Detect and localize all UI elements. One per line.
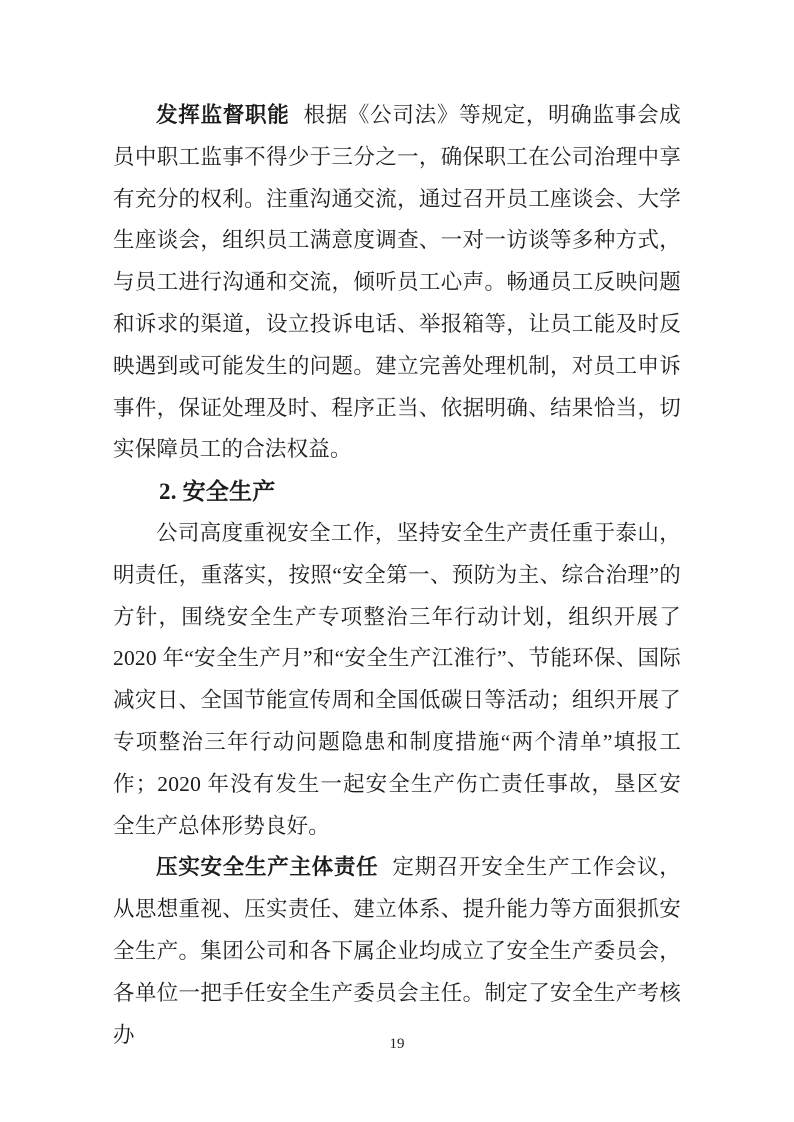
paragraph-safety-overview-text: 公司高度重视安全工作，坚持安全生产责任重于泰山，明责任，重落实，按照“安全第一、预防为主、综合治理”的方针，围绕安全生产专项整治三年行动计划，组织开展了2020 年“安全生产月”和“安全生产江淮行”、节能环保、国际减灾日、全国节能宣传周和全国低碳日等活动；组织开展了专项整治三年行动问题隐患和制度措施“两个清单”填报工作；2020 年没有发生一起安全生产伤亡责任事故，垦区安全生产总体形势良好。	[113, 520, 681, 838]
section-heading-safety: 2. 安全生产	[159, 479, 276, 505]
paragraph-safety-overview	[113, 513, 681, 847]
page-number: 19	[389, 1036, 405, 1052]
paragraph-safety-responsibility-lead: 压实安全生产主体责任	[156, 855, 379, 880]
paragraph-safety-responsibility-text: 定期召开安全生产工作会议，从思想重视、压实责任、建立体系、提升能力等方面狠抓安全生产。集团公司和各下属企业均成立了安全生产委员会，各单位一把手任安全生产委员会主任。制定了安全生产考核办	[113, 855, 681, 1047]
document-content	[113, 95, 681, 1056]
paragraph-safety-responsibility	[113, 847, 681, 1056]
paragraph-supervision	[113, 95, 681, 471]
paragraph-supervision-lead: 发挥监督职能	[156, 103, 290, 127]
paragraph-supervision-text: 根据《公司法》等规定，明确监事会成员中职工监事不得少于三分之一，确保职工在公司治理中享有充分的权利。注重沟通交流，通过召开员工座谈会、大学生座谈会，组织员工满意度调查、一对一访谈等多种方式，与员工进行沟通和交流，倾听员工心声。畅通员工反映问题和诉求的渠道，设立投诉电话、举报箱等，让员工能及时反映遇到或可能发生的问题。建立完善处理机制，对员工申诉事件，保证处理及时、程序正当、依据明确、结果恰当，切实保障员工的合法权益。	[113, 103, 682, 462]
